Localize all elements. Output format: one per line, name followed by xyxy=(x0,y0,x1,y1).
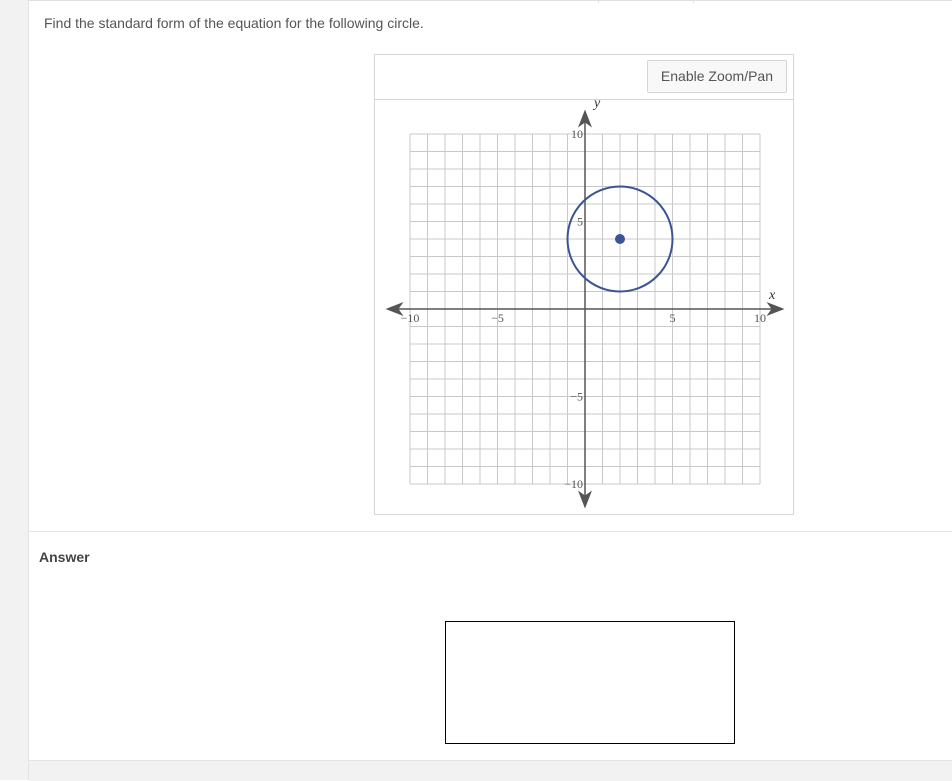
y-tick-label: −10 xyxy=(564,477,583,491)
top-divider-tick xyxy=(598,0,599,3)
y-tick-label: −5 xyxy=(570,389,583,404)
circle-center-point xyxy=(615,234,625,244)
section-divider xyxy=(29,531,952,532)
bottom-band xyxy=(29,760,952,781)
x-tick-label: 10 xyxy=(754,311,766,325)
question-text: Find the standard form of the equation for the following circle. xyxy=(44,15,424,31)
graph-panel xyxy=(374,54,794,515)
y-axis-label: y xyxy=(594,95,601,111)
y-tick-label: 5 xyxy=(577,214,583,229)
x-tick-label: 5 xyxy=(669,311,676,325)
x-axis-label: x xyxy=(769,288,776,303)
enable-zoom-pan-button[interactable]: Enable Zoom/Pan xyxy=(647,60,787,93)
answer-label: Answer xyxy=(39,549,90,565)
answer-input-box[interactable] xyxy=(445,621,735,744)
top-divider-tick xyxy=(693,0,694,3)
y-tick-label: 10 xyxy=(571,127,583,141)
left-rail xyxy=(0,0,29,780)
x-tick-label: −5 xyxy=(491,311,504,325)
top-divider xyxy=(28,0,952,3)
coordinate-plane[interactable] xyxy=(375,55,795,516)
x-tick-label: −10 xyxy=(400,311,420,325)
